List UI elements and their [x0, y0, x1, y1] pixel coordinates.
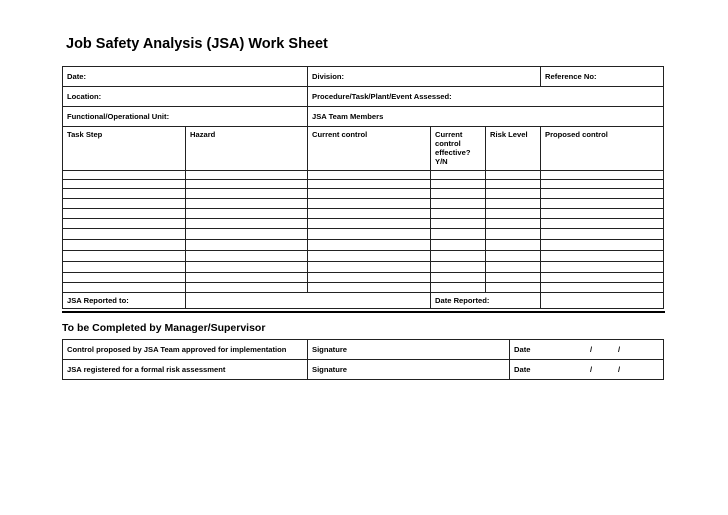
- table-cell[interactable]: [63, 171, 186, 180]
- table-cell[interactable]: [431, 189, 486, 199]
- manager-approval-table: [62, 339, 664, 380]
- table-cell[interactable]: [63, 262, 186, 273]
- column-header-hazard: Hazard: [186, 127, 308, 171]
- table-cell[interactable]: [63, 283, 186, 293]
- table-cell[interactable]: [308, 219, 431, 229]
- table-cell[interactable]: [431, 283, 486, 293]
- table-cell[interactable]: [431, 273, 486, 283]
- division-field[interactable]: Division:: [308, 67, 541, 87]
- table-cell[interactable]: [186, 209, 308, 219]
- table-row: [63, 251, 664, 262]
- table-cell[interactable]: [541, 180, 664, 189]
- table-row: [63, 180, 664, 189]
- table-cell[interactable]: [541, 209, 664, 219]
- date-field[interactable]: Date / /: [510, 360, 664, 380]
- signature-field[interactable]: Signature: [308, 340, 510, 360]
- table-cell[interactable]: [541, 229, 664, 240]
- table-cell[interactable]: [63, 209, 186, 219]
- table-cell[interactable]: [431, 262, 486, 273]
- date-reported-field[interactable]: [541, 293, 664, 309]
- date-reported-label: Date Reported:: [431, 293, 541, 309]
- table-cell[interactable]: [486, 209, 541, 219]
- reference-field[interactable]: Reference No:: [541, 67, 664, 87]
- table-cell[interactable]: [486, 273, 541, 283]
- table-cell[interactable]: [486, 262, 541, 273]
- section-divider: [62, 311, 665, 313]
- table-row: [63, 283, 664, 293]
- document-title: Job Safety Analysis (JSA) Work Sheet: [66, 36, 328, 52]
- date-field[interactable]: Date:: [63, 67, 308, 87]
- table-cell[interactable]: [186, 171, 308, 180]
- table-row: [63, 171, 664, 180]
- table-row: [63, 240, 664, 251]
- table-cell[interactable]: [308, 229, 431, 240]
- table-cell[interactable]: [541, 219, 664, 229]
- table-cell[interactable]: [63, 251, 186, 262]
- table-cell[interactable]: [186, 251, 308, 262]
- table-row: [63, 273, 664, 283]
- table-cell[interactable]: [431, 180, 486, 189]
- table-row: [63, 199, 664, 209]
- signature-field[interactable]: Signature: [308, 360, 510, 380]
- table-cell[interactable]: [308, 199, 431, 209]
- table-cell[interactable]: [486, 251, 541, 262]
- table-cell[interactable]: [308, 262, 431, 273]
- table-cell[interactable]: [308, 273, 431, 283]
- approval-row: [63, 360, 664, 380]
- reported-to-label: JSA Reported to:: [63, 293, 186, 309]
- table-cell[interactable]: [63, 219, 186, 229]
- table-cell[interactable]: [486, 229, 541, 240]
- table-cell[interactable]: [308, 171, 431, 180]
- column-header-task-step: Task Step: [63, 127, 186, 171]
- table-cell[interactable]: [186, 199, 308, 209]
- table-cell[interactable]: [186, 189, 308, 199]
- table-cell[interactable]: [186, 180, 308, 189]
- manager-section-heading: To be Completed by Manager/Supervisor: [62, 322, 266, 334]
- approval-item: Control proposed by JSA Team approved for implementation: [63, 340, 308, 360]
- unit-field[interactable]: Functional/Operational Unit:: [63, 107, 308, 127]
- table-cell[interactable]: [63, 240, 186, 251]
- table-cell[interactable]: [308, 180, 431, 189]
- table-cell[interactable]: [186, 283, 308, 293]
- jsa-worksheet-table: [62, 66, 664, 309]
- date-field[interactable]: Date / /: [510, 340, 664, 360]
- table-cell[interactable]: [186, 273, 308, 283]
- table-row: [63, 229, 664, 240]
- table-cell[interactable]: [308, 189, 431, 199]
- table-cell[interactable]: [486, 189, 541, 199]
- column-header-current-control: Current control: [308, 127, 431, 171]
- table-cell[interactable]: [541, 240, 664, 251]
- procedure-field[interactable]: Procedure/Task/Plant/Event Assessed:: [308, 87, 664, 107]
- table-cell[interactable]: [541, 189, 664, 199]
- table-cell[interactable]: [186, 229, 308, 240]
- column-header-effective: Current control effective? Y/N: [431, 127, 486, 171]
- table-cell[interactable]: [63, 229, 186, 240]
- table-cell[interactable]: [541, 262, 664, 273]
- approval-row: [63, 340, 664, 360]
- table-cell[interactable]: [431, 209, 486, 219]
- table-cell[interactable]: [486, 219, 541, 229]
- table-cell[interactable]: [541, 251, 664, 262]
- table-cell[interactable]: [186, 240, 308, 251]
- table-cell[interactable]: [431, 171, 486, 180]
- approval-item: JSA registered for a formal risk assessment: [63, 360, 308, 380]
- table-cell[interactable]: [431, 219, 486, 229]
- table-cell[interactable]: [486, 283, 541, 293]
- table-cell[interactable]: [63, 273, 186, 283]
- reported-to-field[interactable]: [186, 293, 431, 309]
- column-header-proposed-control: Proposed control: [541, 127, 664, 171]
- table-cell[interactable]: [308, 283, 431, 293]
- table-cell[interactable]: [486, 199, 541, 209]
- table-cell[interactable]: [63, 199, 186, 209]
- table-cell[interactable]: [186, 262, 308, 273]
- table-cell[interactable]: [486, 240, 541, 251]
- table-row: [63, 209, 664, 219]
- column-header-risk-level: Risk Level: [486, 127, 541, 171]
- table-cell[interactable]: [431, 229, 486, 240]
- table-cell[interactable]: [431, 199, 486, 209]
- table-cell[interactable]: [308, 251, 431, 262]
- table-cell[interactable]: [541, 273, 664, 283]
- table-cell[interactable]: [308, 209, 431, 219]
- table-cell[interactable]: [63, 189, 186, 199]
- location-field[interactable]: Location:: [63, 87, 308, 107]
- table-cell[interactable]: [186, 219, 308, 229]
- table-cell[interactable]: [541, 171, 664, 180]
- table-row: [63, 219, 664, 229]
- blank-rows: [63, 171, 664, 293]
- table-row: [63, 189, 664, 199]
- table-row: [63, 262, 664, 273]
- team-members-field[interactable]: JSA Team Members: [308, 107, 664, 127]
- table-cell[interactable]: [308, 240, 431, 251]
- table-cell[interactable]: [541, 283, 664, 293]
- table-cell[interactable]: [486, 180, 541, 189]
- table-cell[interactable]: [63, 180, 186, 189]
- table-cell[interactable]: [541, 199, 664, 209]
- table-cell[interactable]: [486, 171, 541, 180]
- table-cell[interactable]: [431, 240, 486, 251]
- table-cell[interactable]: [431, 251, 486, 262]
